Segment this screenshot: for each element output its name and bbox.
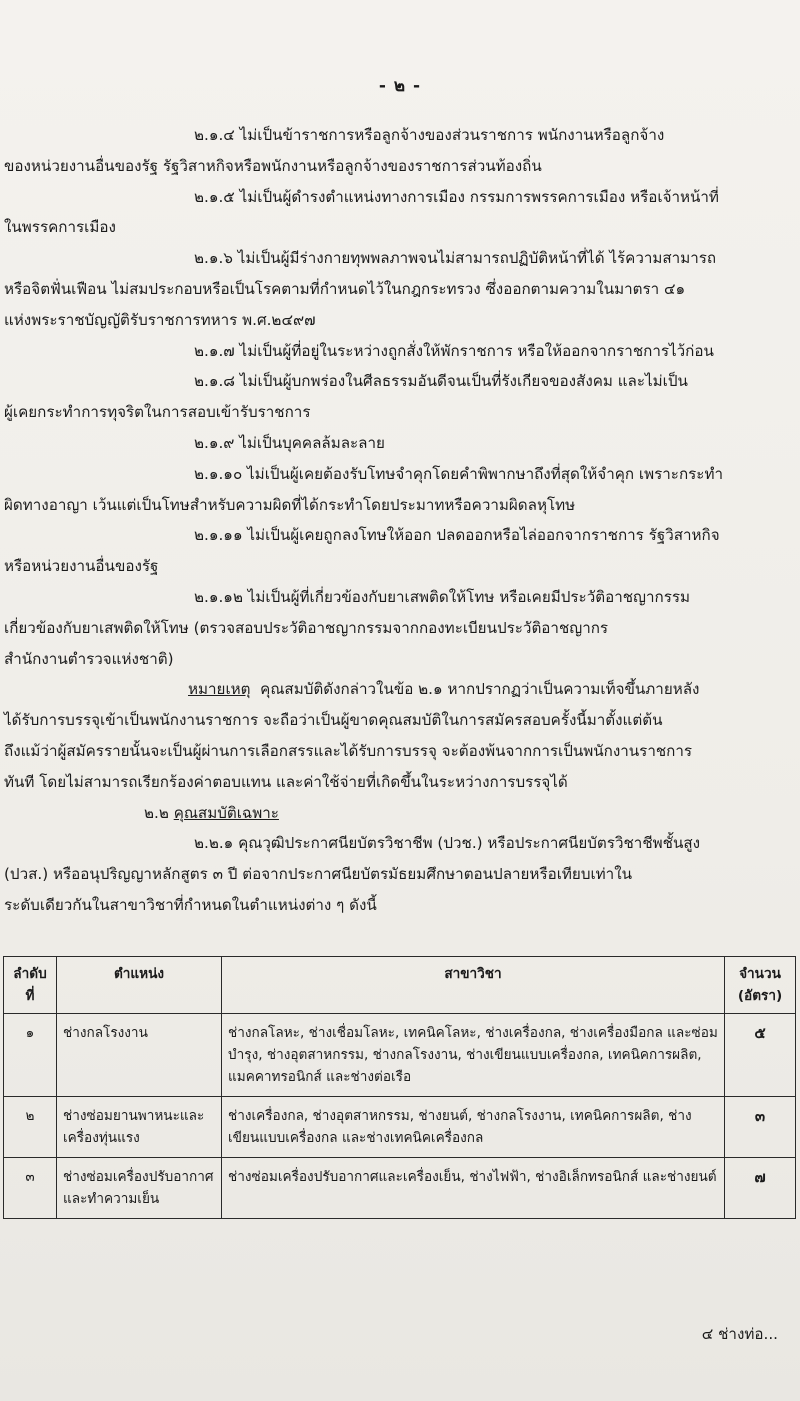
- row-count: ๕: [725, 1014, 796, 1097]
- note-text: คุณสมบัติดังกล่าวในข้อ ๒.๑ หากปรากฏว่าเป็นความเท็จขึ้นภายหลัง: [260, 680, 700, 699]
- clause-2-1-8-cont: ผู้เคยกระทำการทุจริตในการสอบเข้ารับราชการ: [4, 403, 311, 422]
- clause-2-1-8: ๒.๑.๘ ไม่เป็นผู้บกพร่องในศีลธรรมอันดีจนเป็นที่รังเกียจของสังคม และไม่เป็น: [194, 372, 688, 391]
- clause-2-2-1: ๒.๒.๑ คุณวุฒิประกาศนียบัตรวิชาชีพ (ปวช.) หรือประกาศนียบัตรวิชาชีพชั้นสูง: [194, 834, 701, 853]
- clause-2-1-10-cont: ผิดทางอาญา เว้นแต่เป็นโทษสำหรับความผิดที่ได้กระทำโดยประมาทหรือความผิดลหุโทษ: [4, 495, 576, 514]
- clause-2-1-11: ๒.๑.๑๑ ไม่เป็นผู้เคยถูกลงโทษให้ออก ปลดออกหรือไล่ออกจากราชการ รัฐวิสาหกิจ: [194, 526, 720, 545]
- note-label: หมายเหตุ: [188, 680, 251, 699]
- row-field: ช่างซ่อมเครื่องปรับอากาศและเครื่องเย็น, ช่างไฟฟ้า, ช่างอิเล็กทรอนิกส์ และช่างยนต์: [222, 1158, 725, 1219]
- clause-2-1-9: ๒.๑.๙ ไม่เป็นบุคคลล้มละลาย: [194, 433, 385, 452]
- clause-2-1-10: ๒.๑.๑๐ ไม่เป็นผู้เคยต้องรับโทษจำคุกโดยคำพิพากษาถึงที่สุดให้จำคุก เพราะกระทำ: [194, 464, 723, 483]
- row-position: ช่างซ่อมเครื่องปรับอากาศและทำความเย็น: [57, 1158, 222, 1219]
- row-count: ๗: [725, 1158, 796, 1219]
- note-line: [4, 674, 784, 705]
- document-body: [4, 120, 784, 921]
- table-row: [4, 1097, 796, 1158]
- row-field: ช่างเครื่องกล, ช่างอุตสาหกรรม, ช่างยนต์, ช่างกลโรงงาน, เทคนิคการผลิต, ช่างเขียนแบบเครื่องกล และช่างเทคนิคเครื่องกล: [222, 1097, 725, 1158]
- note-cont3: ทันที โดยไม่สามารถเรียกร้องค่าตอบแทน และค่าใช้จ่ายที่เกิดขึ้นในระหว่างการบรรจุได้: [4, 772, 568, 791]
- header-position: ตำแหน่ง: [57, 957, 222, 1014]
- page-number: - ๒ -: [378, 76, 422, 96]
- qualification-table: [3, 956, 796, 1219]
- clause-2-2-1-cont2: ระดับเดียวกันในสาขาวิชาที่กำหนดในตำแหน่งต่าง ๆ ดังนี้: [4, 895, 377, 914]
- clause-2-1-5-cont: ในพรรคการเมือง: [4, 218, 116, 237]
- row-no: ๒: [4, 1097, 57, 1158]
- clause-2-1-6-cont2: แห่งพระราชบัญญัติรับราชการทหาร พ.ศ.๒๔๙๗: [4, 310, 316, 329]
- clause-2-1-12-cont: เกี่ยวข้องกับยาเสพติดให้โทษ (ตรวจสอบประวัติอาชญากรรมจากกองทะเบียนประวัติอาชญากร: [4, 618, 609, 637]
- clause-2-2-1-cont: (ปวส.) หรืออนุปริญญาหลักสูตร ๓ ปี ต่อจากประกาศนียบัตรมัธยมศึกษาตอนปลายหรือเทียบเท่าใน: [4, 865, 632, 884]
- row-no: ๓: [4, 1158, 57, 1219]
- row-field: ช่างกลโลหะ, ช่างเชื่อมโลหะ, เทคนิคโลหะ, ช่างเครื่องกล, ช่างเครื่องมือกล และซ่อมบำรุง, ช่างอุตสาหกรรม, ช่างกลโรงงาน, ช่างเขียนแบบเครื่องกล, เทคนิคการผลิต, แมคคาทรอนิกส์ และช่างต่อเรือ: [222, 1014, 725, 1097]
- clause-2-1-12: ๒.๑.๑๒ ไม่เป็นผู้ที่เกี่ยวข้องกับยาเสพติดให้โทษ หรือเคยมีประวัติอาชญากรรม: [194, 587, 691, 606]
- section-number: ๒.๒: [144, 803, 169, 822]
- clause-2-1-6-cont: หรือจิตฟั่นเฟือน ไม่สมประกอบหรือเป็นโรคตามที่กำหนดไว้ในกฎกระทรวง ซึ่งออกตามความในมาตรา ๔๑: [4, 279, 686, 298]
- row-position: ช่างซ่อมยานพาหนะและเครื่องทุ่นแรง: [57, 1097, 222, 1158]
- row-no: ๑: [4, 1014, 57, 1097]
- header-no: ลำดับที่: [4, 957, 57, 1014]
- table-header-row: [4, 957, 796, 1014]
- table-row: [4, 1014, 796, 1097]
- clause-2-1-4: ๒.๑.๔ ไม่เป็นข้าราชการหรือลูกจ้างของส่วนราชการ พนักงานหรือลูกจ้าง: [194, 126, 665, 144]
- clause-2-1-7: ๒.๑.๗ ไม่เป็นผู้ที่อยู่ในระหว่างถูกสั่งให้พักราชการ หรือให้ออกจากราชการไว้ก่อน: [194, 341, 714, 360]
- clause-2-1-6: ๒.๑.๖ ไม่เป็นผู้มีร่างกายทุพพลภาพจนไม่สามารถปฏิบัติหน้าที่ได้ ไร้ความสามารถ: [194, 249, 717, 268]
- header-field: สาขาวิชา: [222, 957, 725, 1014]
- continuation-marker: ๔ ช่างท่อ...: [701, 1325, 778, 1343]
- header-count: จำนวน (อัตรา): [725, 957, 796, 1014]
- section-title: คุณสมบัติเฉพาะ: [173, 803, 279, 822]
- row-count: ๓: [725, 1097, 796, 1158]
- clause-2-1-11-cont: หรือหน่วยงานอื่นของรัฐ: [4, 557, 159, 576]
- clause-2-1-12-cont2: สำนักงานตำรวจแห่งชาติ): [4, 649, 174, 668]
- clause-2-1-4-cont: ของหน่วยงานอื่นของรัฐ รัฐวิสาหกิจหรือพนักงานหรือลูกจ้างของราชการส่วนท้องถิ่น: [4, 156, 542, 175]
- clause-2-1-5: ๒.๑.๕ ไม่เป็นผู้ดำรงตำแหน่งทางการเมือง กรรมการพรรคการเมือง หรือเจ้าหน้าที่: [194, 187, 719, 206]
- section-heading: [4, 798, 784, 829]
- table-row: [4, 1158, 796, 1219]
- note-cont: ได้รับการบรรจุเข้าเป็นพนักงานราชการ จะถือว่าเป็นผู้ขาดคุณสมบัติในการสมัครสอบครั้งนี้มาตั้งแต่ต้น: [4, 711, 663, 730]
- note-cont2: ถึงแม้ว่าผู้สมัครรายนั้นจะเป็นผู้ผ่านการเลือกสรรและได้รับการบรรจุ จะต้องพ้นจากการเป็นพนักงานราชการ: [4, 741, 693, 760]
- row-position: ช่างกลโรงงาน: [57, 1014, 222, 1097]
